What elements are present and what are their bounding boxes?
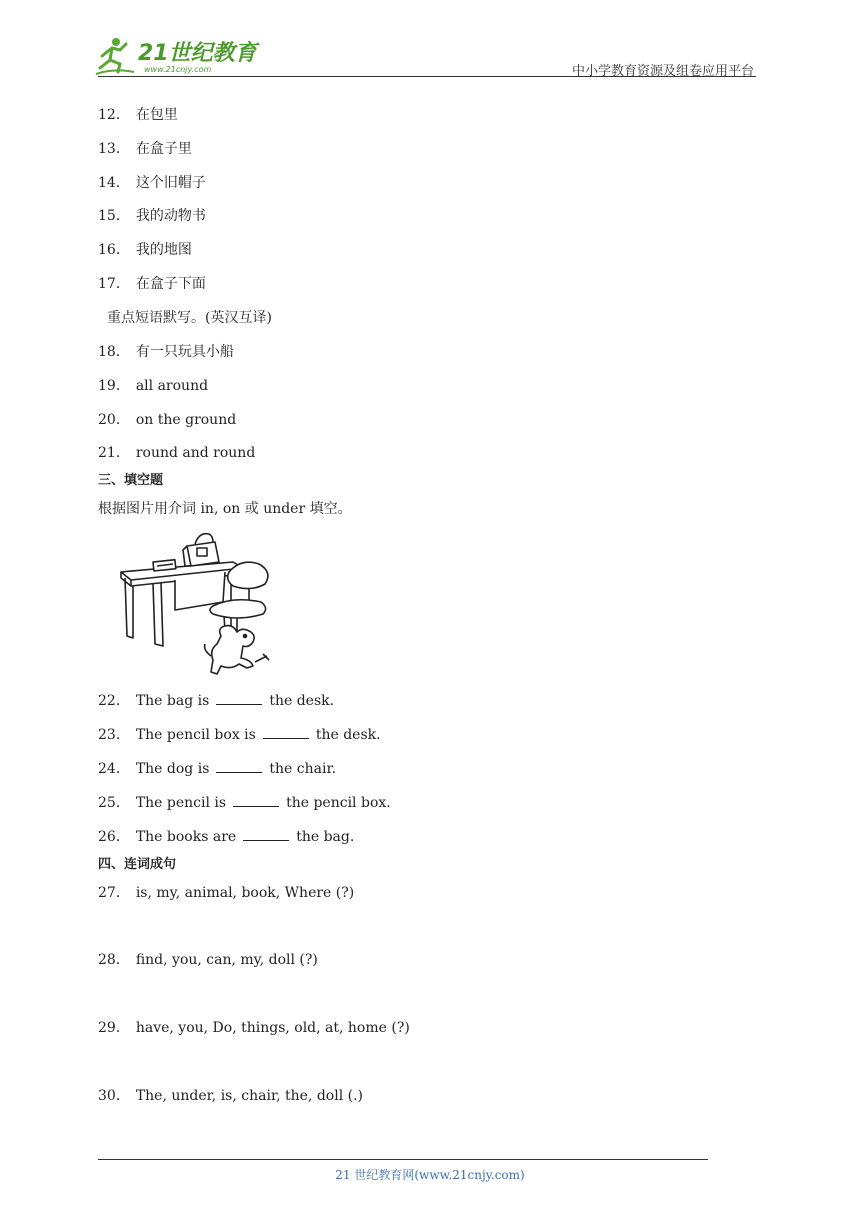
logo-url: www.21cnjy.com [144,65,212,74]
item-number: 16． [98,242,130,258]
item-number: 17． [98,276,130,292]
question-before: The dog is [135,761,210,777]
question-after: the chair. [269,761,337,777]
logo-text: 21世纪教育 [138,41,257,66]
reorder-question [98,1019,410,1037]
item-text: 在盒子里 [135,141,192,157]
footer-link[interactable]: 21 世纪教育网(www.21cnjy.com) [335,1168,525,1182]
item-text: on the ground [135,412,237,428]
question-text: have, you, Do, things, old, at, home (?) [135,1020,410,1036]
item-text: all around [135,378,209,394]
item-text: 在盒子下面 [135,276,206,292]
header-divider [98,76,756,77]
item-number: 20． [98,412,130,428]
item-number: 19． [98,378,130,394]
item-number: 26． [98,829,130,845]
item-number: 12． [98,107,130,123]
site-logo [94,34,264,78]
question-text: The, under, is, chair, the, doll (.) [135,1088,363,1104]
item-number: 27． [98,885,130,901]
question-after: the bag. [296,829,355,845]
list-item [98,174,206,192]
list-item [98,106,178,124]
item-number: 28． [98,952,130,968]
item-text: 这个旧帽子 [135,175,206,191]
item-number: 13． [98,141,130,157]
item-number: 22． [98,693,130,709]
fill-blank-question [98,794,391,812]
reorder-question [98,884,354,902]
question-before: The books are [135,829,237,845]
header-platform-text: 中小学教育资源及组卷应用平台 [571,64,754,79]
fill-blank-question [98,692,334,710]
list-item [98,140,192,158]
section-instruction: 根据图片用介词 in, on 或 under 填空。 [98,501,352,517]
item-text: 在包里 [135,107,178,123]
reorder-question [98,951,318,969]
list-item [98,207,206,225]
fill-blank-question [98,760,336,778]
list-item [98,275,206,293]
answer-blank[interactable] [216,692,262,705]
item-text: round and round [135,445,256,461]
fill-blank-question [98,726,381,744]
runner-icon [96,38,134,74]
item-number: 30． [98,1088,130,1104]
desk-chair-dog-illustration [113,532,281,682]
item-number: 21． [98,445,130,461]
item-number: 18． [98,344,130,360]
reorder-question [98,1087,363,1105]
item-number: 23． [98,727,130,743]
question-text: find, you, can, my, doll (?) [135,952,318,968]
section-title: 三、填空题 [98,473,164,488]
list-item [98,343,234,361]
item-number: 15． [98,208,130,224]
item-text: 我的地图 [135,242,192,258]
question-before: The bag is [135,693,210,709]
item-text: 有一只玩具小船 [135,344,234,360]
item-text: 我的动物书 [135,208,206,224]
question-before: The pencil box is [135,727,256,743]
section-title: 四、连词成句 [98,857,177,872]
item-number: 25． [98,795,130,811]
list-item [98,377,208,395]
item-number: 29． [98,1020,130,1036]
question-after: the desk. [315,727,381,743]
question-before: The pencil is [135,795,227,811]
item-number: 14． [98,175,130,191]
question-after: the pencil box. [286,795,391,811]
answer-blank[interactable] [216,760,262,773]
item-number: 24． [98,761,130,777]
answer-blank[interactable] [243,828,289,841]
subheading: 重点短语默写。(英汉互译) [107,310,272,326]
question-text: is, my, animal, book, Where (?) [135,885,355,901]
list-item [98,411,236,429]
answer-blank[interactable] [233,794,279,807]
answer-blank[interactable] [263,726,309,739]
question-after: the desk. [269,693,335,709]
fill-blank-question [98,828,354,846]
list-item [98,444,255,462]
footer-divider [98,1159,708,1160]
list-item [98,241,192,259]
